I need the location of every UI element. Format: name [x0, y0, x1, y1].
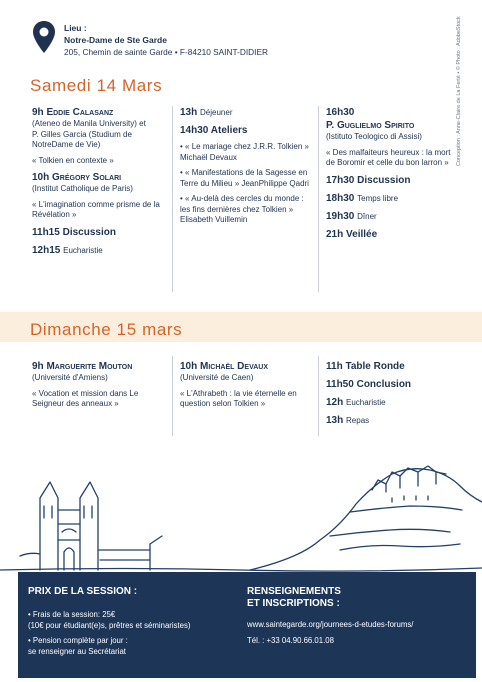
session-time-title: 11h50 Conclusion	[326, 379, 412, 390]
location-label: Lieu :	[64, 23, 87, 33]
divider	[318, 356, 319, 436]
affiliation: (Université d'Amiens)	[32, 373, 108, 382]
location-name: Notre-Dame de Ste Garde	[64, 35, 167, 45]
phone-number: Tél. : +33 04.90.66.01.08	[247, 636, 334, 645]
session-time-title: 9h Eddie Calasanz	[32, 107, 114, 118]
session-time: 16h30	[326, 107, 355, 118]
saturday-col-1	[32, 106, 167, 257]
affiliation: (Université de Caen)	[180, 373, 254, 382]
session-time-title: 9h Marguerite Mouton	[32, 361, 133, 372]
session-time-title: 12h Eucharistie	[326, 397, 386, 408]
session-time-title: 17h30 Discussion	[326, 174, 411, 186]
session-time-title: 21h Veillée	[326, 228, 378, 240]
sunday-title: Dimanche 15 mars	[30, 320, 183, 339]
talk-title: « Tolkien en contexte »	[32, 155, 114, 165]
session-time-title: 11h15 Discussion	[32, 226, 116, 238]
affiliation: (Institut Catholique de Paris)	[32, 184, 133, 193]
saturday-col-2	[180, 106, 310, 226]
workshop-item: • « Manifestations de la Sagesse en Terre du Milieu » JeanPhilippe Qadri	[180, 168, 309, 188]
price-line: • Pension complète par jour :	[28, 636, 128, 645]
session-time-title: 14h30 Ateliers	[180, 125, 248, 136]
location-address: 205, Chemin de sainte Garde • F-84210 SAINT-DIDIER	[64, 47, 268, 57]
workshop-item: • « Le mariage chez J.R.R. Tolkien » Michaël Devaux	[180, 142, 309, 162]
session-time-title: 19h30 Dîner	[326, 210, 377, 222]
divider	[318, 106, 319, 292]
workshop-item: • « Au-delà des cercles du monde : les fins dernières chez Tolkien » Elisabeth Vuillemin	[180, 194, 304, 224]
photo-credit: Conception : Anne-Claire de La Ferté • © Photo : AdobeStock	[456, 16, 462, 166]
speaker-affiliation: P. Gilles Garcia (Studium de NotreDame de Vie)	[32, 129, 132, 149]
sunday-col-2	[180, 360, 310, 410]
price-line: se renseigner au Secrétariat	[28, 647, 126, 656]
price-line: (10€ pour étudiant(e)s, prêtres et séminaristes)	[28, 621, 191, 630]
sunday-col-3	[326, 360, 456, 427]
price-title: PRIX DE LA SESSION :	[28, 586, 138, 597]
talk-title: « Des malfaiteurs heureux : la mort de Boromir et celle du bon larron »	[326, 147, 451, 167]
session-time-title: 13h Déjeuner	[180, 107, 233, 118]
saturday-col-3	[326, 106, 456, 241]
location-pin-icon	[32, 20, 56, 54]
session-time-title: 10h Michaël Devaux	[180, 361, 268, 372]
price-line: • Frais de la session: 25€	[28, 610, 116, 619]
session-time-title: 13h Repas	[326, 415, 370, 426]
talk-title: « Vocation et mission dans Le Seigneur des anneaux »	[32, 388, 139, 408]
divider	[172, 356, 173, 436]
affiliation: (Ateneo de Manila University) et	[32, 119, 146, 128]
saturday-title: Samedi 14 Mars	[30, 76, 163, 95]
sunday-col-1	[32, 360, 167, 410]
session-time-title: 18h30 Temps libre	[326, 192, 399, 204]
session-time-title: 11h Table Ronde	[326, 361, 405, 372]
info-title: ET INSCRIPTIONS :	[247, 598, 340, 609]
talk-title: « L'Athrabeth : la vie éternelle en question selon Tolkien »	[180, 388, 297, 408]
session-time-title: 10h Grégory Solari	[32, 172, 122, 183]
session-time-title: 12h15 Eucharistie	[32, 244, 103, 256]
footer-box	[18, 572, 476, 678]
affiliation: (Istituto Teologico di Assisi)	[326, 132, 422, 141]
info-title: RENSEIGNEMENTS	[247, 586, 341, 597]
talk-title: « L'imagination comme prisme de la Révélation »	[32, 199, 160, 219]
cathedral-illustration	[0, 440, 482, 572]
website-link[interactable]: www.saintegarde.org/journees-d-etudes-forums/	[247, 620, 414, 629]
divider	[172, 106, 173, 292]
speaker-name: P. Guglielmo Spirito	[326, 120, 415, 131]
